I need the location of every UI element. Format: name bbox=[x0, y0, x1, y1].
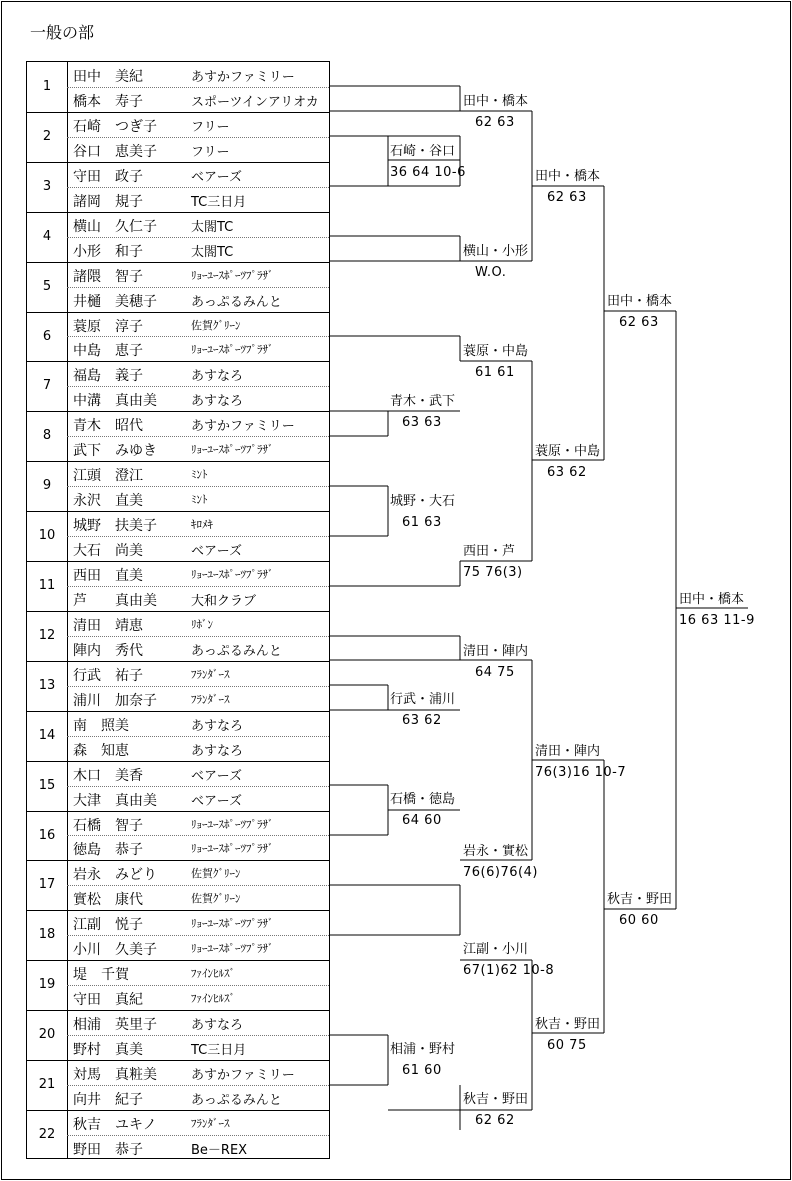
result-pair-name: 秋吉・野田 bbox=[463, 1092, 529, 1107]
player-name: 陣内 秀代 bbox=[73, 642, 143, 659]
result-score: 76(3)16 10-7 bbox=[535, 765, 627, 780]
player-name: 蓑原 淳子 bbox=[73, 318, 143, 335]
player-club: ﾘｮｰﾕｰｽﾎﾟｰﾂﾌﾟﾗｻﾞ bbox=[191, 842, 274, 856]
player-club: 太閤TC bbox=[191, 219, 234, 235]
result-pair-name: 石橋・徳島 bbox=[390, 792, 456, 807]
result-pair-name: 岩永・實松 bbox=[463, 844, 529, 859]
pair-number: 16 bbox=[38, 827, 56, 843]
pair-number: 5 bbox=[42, 278, 52, 294]
player-club: ﾌﾗﾝﾀﾞｰｽ bbox=[191, 667, 230, 681]
result-pair-name: 田中・橋本 bbox=[679, 592, 745, 607]
player-club: ﾌｧｲﾝﾋﾙｽﾞ bbox=[191, 967, 235, 981]
result-score: 63 63 bbox=[402, 415, 442, 430]
player-name: 南 照美 bbox=[73, 717, 129, 734]
player-club: ﾘｮｰﾕｰｽﾎﾟｰﾂﾌﾟﾗｻﾞ bbox=[191, 343, 274, 357]
result-score: 64 60 bbox=[402, 813, 442, 828]
pair-number: 1 bbox=[42, 79, 52, 94]
player-club: あすかファミリー bbox=[191, 419, 295, 435]
pair-number: 8 bbox=[42, 428, 52, 444]
result-score: 16 63 11-9 bbox=[679, 613, 755, 628]
player-name: 対馬 真粧美 bbox=[73, 1067, 157, 1083]
player-name: 石崎 つぎ子 bbox=[73, 118, 157, 135]
player-name: 西田 直美 bbox=[73, 568, 143, 584]
player-club: ベアーズ bbox=[191, 768, 242, 784]
pair-number: 17 bbox=[38, 877, 56, 893]
result-pair-name: 清田・陣内 bbox=[535, 744, 601, 759]
player-name: 堤 千賀 bbox=[73, 967, 129, 984]
result-score: 62 62 bbox=[475, 1113, 515, 1128]
result-pair-name: 秋吉・野田 bbox=[607, 892, 673, 907]
player-name: 諸隈 智子 bbox=[73, 268, 143, 285]
player-name: 大石 尚美 bbox=[73, 543, 143, 560]
result-pair-name: 秋吉・野田 bbox=[535, 1017, 601, 1032]
pair-number: 21 bbox=[38, 1077, 56, 1092]
player-name: 横山 久仁子 bbox=[73, 218, 157, 235]
player-club: フリー bbox=[191, 119, 230, 135]
player-name: 大津 真由美 bbox=[73, 792, 157, 809]
player-name: 小形 和子 bbox=[73, 243, 143, 260]
pair-number: 6 bbox=[42, 328, 52, 344]
player-name: 武下 みゆき bbox=[73, 443, 157, 460]
pair-number: 15 bbox=[38, 777, 56, 793]
pair-number: 14 bbox=[38, 727, 56, 743]
pair-number: 3 bbox=[42, 178, 52, 194]
player-name: 江副 悦子 bbox=[73, 917, 143, 934]
result-pair-name: 清田・陣内 bbox=[463, 644, 529, 659]
player-club: フリー bbox=[191, 144, 230, 160]
player-name: 守田 真紀 bbox=[73, 992, 143, 1009]
pair-number: 7 bbox=[42, 378, 52, 394]
player-club: ﾌｧｲﾝﾋﾙｽﾞ bbox=[191, 992, 235, 1006]
pair-number: 4 bbox=[42, 228, 52, 244]
result-score: 76(6)76(4) bbox=[463, 865, 538, 880]
player-name: 向井 紀子 bbox=[73, 1091, 143, 1108]
player-name: 野田 恭子 bbox=[73, 1141, 143, 1158]
player-name: 永沢 直美 bbox=[73, 493, 143, 510]
player-name: 谷口 恵美子 bbox=[73, 143, 157, 160]
player-name: 實松 康代 bbox=[73, 892, 143, 909]
player-name: 福島 義子 bbox=[73, 368, 143, 385]
result-score: 67(1)62 10-8 bbox=[463, 963, 555, 978]
player-club: あすなろ bbox=[191, 1018, 244, 1034]
player-club: 太閤TC bbox=[191, 244, 234, 260]
result-score: 60 75 bbox=[547, 1038, 587, 1053]
player-name: 江頭 澄江 bbox=[73, 468, 143, 485]
player-club: TC三日月 bbox=[191, 194, 247, 210]
player-club: ﾌﾗﾝﾀﾞｰｽ bbox=[191, 1116, 230, 1130]
player-name: 浦川 加奈子 bbox=[73, 692, 157, 709]
player-club: ﾘｮｰﾕｰｽﾎﾟｰﾂﾌﾟﾗｻﾞ bbox=[191, 942, 274, 956]
pair-number: 19 bbox=[38, 977, 56, 993]
player-name: 森 知恵 bbox=[73, 742, 129, 759]
player-club: あすなろ bbox=[191, 369, 244, 385]
result-score: W.O. bbox=[475, 265, 507, 280]
pair-number: 11 bbox=[38, 578, 56, 593]
result-pair-name: 青木・武下 bbox=[390, 394, 456, 409]
result-pair-name: 石崎・谷口 bbox=[390, 144, 456, 159]
result-pair-name: 行武・浦川 bbox=[390, 692, 456, 707]
player-club: あっぷるみんと bbox=[191, 294, 282, 310]
result-score: 61 63 bbox=[402, 515, 442, 530]
player-name: 橋本 寿子 bbox=[73, 93, 143, 110]
player-club: ﾘｮｰﾕｰｽﾎﾟｰﾂﾌﾟﾗｻﾞ bbox=[191, 443, 274, 457]
result-score: 61 61 bbox=[475, 365, 515, 380]
player-club: 佐賀ｸﾞﾘｰﾝ bbox=[191, 892, 241, 906]
pair-number: 18 bbox=[38, 927, 56, 943]
result-pair-name: 田中・橋本 bbox=[607, 294, 673, 309]
player-club: あすかファミリー bbox=[191, 1068, 295, 1083]
player-name: 芦 真由美 bbox=[73, 592, 157, 609]
player-name: 青木 昭代 bbox=[73, 418, 143, 435]
player-club: あすなろ bbox=[191, 394, 244, 410]
player-name: 井樋 美穂子 bbox=[73, 293, 157, 310]
player-name: 諸岡 規子 bbox=[73, 193, 143, 210]
result-score: 63 62 bbox=[547, 465, 587, 480]
result-pair-name: 田中・橋本 bbox=[535, 169, 601, 184]
result-pair-name: 田中・橋本 bbox=[463, 94, 529, 109]
player-name: 野村 真美 bbox=[73, 1042, 143, 1059]
player-name: 守田 政子 bbox=[73, 168, 143, 185]
player-name: 木口 美香 bbox=[73, 767, 143, 784]
player-name: 城野 扶美子 bbox=[73, 518, 157, 535]
player-club: あっぷるみんと bbox=[191, 643, 282, 659]
player-club: ﾘｮｰﾕｰｽﾎﾟｰﾂﾌﾟﾗｻﾞ bbox=[191, 268, 274, 282]
result-pair-name: 江副・小川 bbox=[463, 942, 529, 957]
pair-number: 9 bbox=[42, 478, 52, 494]
result-pair-name: 蓑原・中島 bbox=[535, 444, 601, 459]
player-club: あすなろ bbox=[191, 718, 244, 734]
player-club: Be－REX bbox=[191, 1142, 248, 1158]
player-name: 行武 祐子 bbox=[73, 667, 143, 684]
result-score: 64 75 bbox=[475, 665, 515, 680]
player-club: TC三日月 bbox=[191, 1043, 247, 1059]
player-club: ｷﾛﾒｷ bbox=[191, 518, 213, 532]
player-club: あっぷるみんと bbox=[191, 1092, 282, 1108]
player-club: 佐賀ｸﾞﾘｰﾝ bbox=[191, 867, 241, 881]
player-name: 清田 靖恵 bbox=[73, 617, 143, 634]
pair-number: 13 bbox=[38, 677, 56, 693]
player-club: 佐賀ｸﾞﾘｰﾝ bbox=[191, 318, 241, 332]
pair-number: 12 bbox=[38, 627, 56, 643]
player-club: ﾌﾗﾝﾀﾞｰｽ bbox=[191, 692, 230, 706]
player-name: 中溝 真由美 bbox=[73, 393, 157, 410]
result-score: 36 64 10-6 bbox=[390, 165, 466, 180]
player-name: 田中 美紀 bbox=[73, 69, 143, 85]
result-pair-name: 西田・芦 bbox=[463, 544, 516, 559]
player-name: 徳島 恭子 bbox=[73, 842, 143, 859]
pair-number: 20 bbox=[38, 1027, 56, 1043]
player-club: ﾘﾎﾞﾝ bbox=[191, 617, 213, 631]
result-score: 63 62 bbox=[402, 713, 442, 728]
player-name: 小川 久美子 bbox=[73, 942, 157, 959]
player-club: スポーツインアリオカ bbox=[191, 94, 319, 110]
result-score: 62 63 bbox=[619, 315, 659, 330]
result-pair-name: 城野・大石 bbox=[390, 494, 456, 509]
player-club: あすなろ bbox=[191, 743, 244, 759]
result-pair-name: 横山・小形 bbox=[463, 244, 529, 259]
pair-number: 2 bbox=[42, 128, 52, 144]
player-club: 大和クラブ bbox=[191, 593, 257, 609]
player-club: ベアーズ bbox=[191, 169, 242, 185]
player-club: ベアーズ bbox=[191, 544, 242, 560]
player-name: 石橋 智子 bbox=[73, 817, 143, 834]
player-club: ﾘｮｰﾕｰｽﾎﾟｰﾂﾌﾟﾗｻﾞ bbox=[191, 917, 274, 931]
result-score: 75 76(3) bbox=[463, 565, 523, 580]
result-score: 60 60 bbox=[619, 913, 659, 928]
pair-number: 22 bbox=[38, 1126, 56, 1142]
player-name: 秋吉 ユキノ bbox=[73, 1116, 157, 1133]
page-title: 一般の部 bbox=[30, 23, 95, 42]
player-club: ﾐﾝﾄ bbox=[191, 493, 208, 507]
player-club: ベアーズ bbox=[191, 793, 242, 809]
result-score: 62 63 bbox=[475, 115, 515, 130]
player-club: ﾘｮｰﾕｰｽﾎﾟｰﾂﾌﾟﾗｻﾞ bbox=[191, 817, 274, 831]
result-pair-name: 相浦・野村 bbox=[390, 1042, 456, 1057]
player-name: 相浦 英里子 bbox=[73, 1017, 157, 1034]
result-score: 61 60 bbox=[402, 1063, 442, 1078]
player-club: あすかファミリー bbox=[191, 70, 295, 85]
player-name: 岩永 みどり bbox=[73, 867, 157, 884]
player-name: 中島 恵子 bbox=[73, 343, 143, 360]
result-pair-name: 蓑原・中島 bbox=[463, 344, 529, 359]
result-score: 62 63 bbox=[547, 190, 587, 205]
player-club: ﾐﾝﾄ bbox=[191, 468, 208, 482]
player-club: ﾘｮｰﾕｰｽﾎﾟｰﾂﾌﾟﾗｻﾞ bbox=[191, 568, 274, 581]
pair-number: 10 bbox=[38, 528, 56, 544]
